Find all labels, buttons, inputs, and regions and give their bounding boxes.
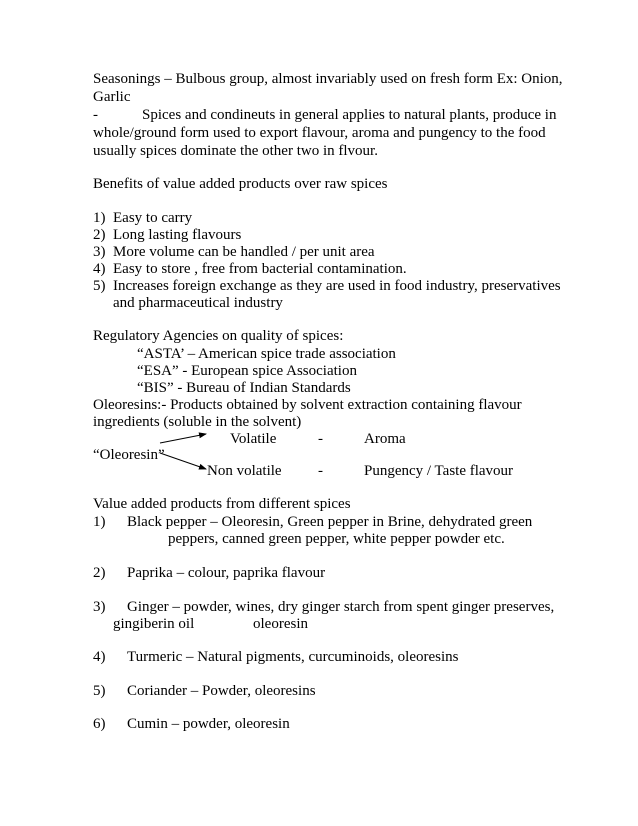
benefit-text: Easy to store , free from bacterial contamination. (113, 261, 407, 277)
regulatory-heading: Regulatory Agencies on quality of spices: (93, 328, 344, 344)
value-added-item-cont: peppers, canned green pepper, white pepper powder etc. (168, 531, 505, 547)
value-added-item-text: Black pepper – Oleoresin, Green pepper in Brine, dehydrated green (127, 514, 533, 530)
agency-asta: “ASTA’ – American spice trade association (137, 346, 396, 362)
benefit-num: 5) (93, 278, 106, 294)
value-added-item-text: Ginger – powder, wines, dry ginger starch from spent ginger preserves, (127, 599, 555, 615)
benefit-text: Easy to carry (113, 210, 193, 226)
diagram-branch-volatile-result: Aroma (364, 431, 406, 447)
diagram-branch-volatile-dash: - (318, 431, 323, 447)
agency-bis: “BIS” - Bureau of Indian Standards (137, 380, 351, 396)
benefit-num: 2) (93, 227, 106, 243)
benefit-text: Increases foreign exchange as they are used in food industry, preservatives (113, 278, 561, 294)
value-added-num: 3) (93, 599, 106, 615)
agency-esa: “ESA” - European spice Association (137, 363, 357, 379)
value-added-item-text: Paprika – colour, paprika flavour (127, 565, 326, 581)
value-added-item-text: Coriander – Powder, oleoresins (127, 683, 316, 699)
value-added-num: 1) (93, 514, 106, 530)
benefits-heading: Benefits of value added products over raw spices (93, 176, 388, 192)
benefit-text-cont: and pharmaceutical industry (113, 295, 283, 311)
spices-def-line-3: usually spices dominate the other two in flvour. (93, 143, 378, 159)
diagram-branch-nonvolatile-result: Pungency / Taste flavour (364, 463, 514, 479)
arrow-to-volatile (160, 434, 206, 443)
value-added-item-text: Turmeric – Natural pigments, curcuminoids, oleoresins (127, 649, 459, 665)
diagram-branch-nonvolatile-dash: - (318, 463, 323, 479)
benefit-num: 1) (93, 210, 106, 226)
value-added-num: 6) (93, 716, 106, 732)
benefit-num: 3) (93, 244, 106, 260)
oleoresins-line-1: Oleoresins:- Products obtained by solvent extraction containing flavour (93, 397, 522, 413)
benefit-text: Long lasting flavours (113, 227, 242, 243)
seasonings-line-2: Garlic (93, 89, 131, 105)
benefit-num: 4) (93, 261, 106, 277)
spices-def-dash: - (93, 107, 98, 123)
arrow-to-nonvolatile (160, 453, 206, 469)
value-added-num: 4) (93, 649, 106, 665)
value-added-item-cont: gingiberin oil (113, 616, 195, 632)
value-added-item-text: Cumin – powder, oleoresin (127, 716, 290, 732)
value-added-num: 5) (93, 683, 106, 699)
spices-def-line-2: whole/ground form used to export flavour, aroma and pungency to the food (93, 125, 546, 141)
value-added-item-cont: oleoresin (253, 616, 308, 632)
seasonings-line-1: Seasonings – Bulbous group, almost invariably used on fresh form Ex: Onion, (93, 71, 563, 87)
spices-def-line-1: Spices and condineuts in general applies to natural plants, produce in (142, 107, 557, 123)
value-added-heading: Value added products from different spices (93, 496, 351, 512)
oleoresins-line-2: ingredients (soluble in the solvent) (93, 414, 302, 430)
diagram-branch-volatile: Volatile (230, 431, 277, 447)
diagram-branch-nonvolatile: Non volatile (207, 463, 282, 479)
benefit-text: More volume can be handled / per unit area (113, 244, 375, 260)
diagram-root: “Oleoresin” (93, 447, 165, 463)
value-added-num: 2) (93, 565, 106, 581)
